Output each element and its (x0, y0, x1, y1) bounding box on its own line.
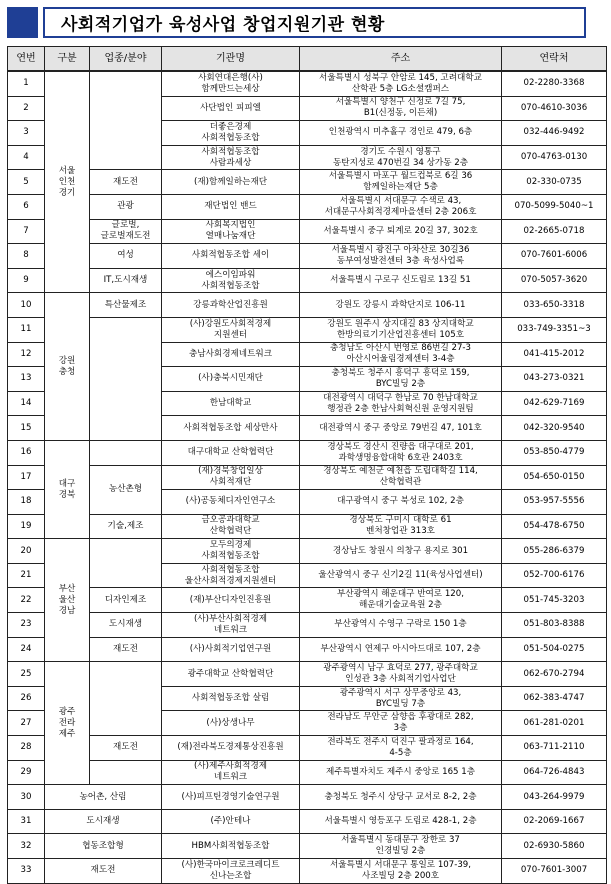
phone-cell: 042-320-9540 (502, 416, 607, 441)
table-row (8, 194, 607, 219)
phone-cell: 054-478-6750 (502, 514, 607, 539)
address-cell: 대전광역시 대덕구 한남로 70 한남대학교 행정관 2층 한남사회혁신원 운영지원팀 (300, 391, 502, 416)
address-cell: 서울특별시 서대문구 통일로 107-39, 사조빌딩 2층 200호 (300, 859, 502, 884)
row-number: 28 (8, 736, 45, 761)
org-name-cell: 재단법인 밴드 (162, 194, 300, 219)
field-cell: 글로벌, 글로벌재도전 (90, 219, 162, 244)
address-cell: 전라북도 전주시 덕진구 팔과정로 164, 4-5층 (300, 736, 502, 761)
table-row (8, 785, 607, 810)
row-number: 31 (8, 809, 45, 834)
org-name-cell: HBM사회적협동조합 (162, 834, 300, 859)
address-cell: 경상남도 창원시 의창구 용지로 301 (300, 539, 502, 564)
address-cell: 충청북도 청주시 상당구 교서로 8-2, 2층 (300, 785, 502, 810)
address-cell: 서울특별시 동대문구 장한로 37 인경빌딩 2층 (300, 834, 502, 859)
org-name-cell: 사단법인 피피엘 (162, 96, 300, 121)
table-row (8, 539, 607, 564)
org-name-cell: 더좋은경제 사회적협동조합 (162, 121, 300, 146)
row-number: 7 (8, 219, 45, 244)
address-cell: 대구광역시 중구 북성로 102, 2층 (300, 490, 502, 515)
phone-cell: 053-850-4779 (502, 440, 607, 465)
address-cell: 대전광역시 중구 중앙로 79번길 47, 101호 (300, 416, 502, 441)
org-name-cell: 사회적협동조합 사람과세상 (162, 145, 300, 170)
org-name-cell: (재)전라북도경제통상진흥원 (162, 736, 300, 761)
org-name-cell: 광주대학교 산학협력단 (162, 662, 300, 687)
phone-cell: 051-803-8388 (502, 613, 607, 638)
field-cell: IT,도시재생 (90, 268, 162, 293)
row-number: 23 (8, 613, 45, 638)
field-cell: 기술,제조 (90, 514, 162, 539)
phone-cell: 02-330-0735 (502, 170, 607, 195)
address-cell: 경상북도 경산시 진량읍 대구대로 201, 과학생명융합대학 6호관 2403호 (300, 440, 502, 465)
header-address: 주소 (300, 47, 502, 72)
table-row (8, 834, 607, 859)
org-name-cell: 사회적협동조합 울산사회적경제지원센터 (162, 563, 300, 588)
phone-cell: 062-383-4747 (502, 686, 607, 711)
org-name-cell: (사)강원도사회적경제 지원센터 (162, 317, 300, 342)
field-cell: 여성 (90, 244, 162, 269)
row-number: 25 (8, 662, 45, 687)
table-row (8, 859, 607, 884)
field-cell: 재도전 (90, 637, 162, 662)
address-cell: 서울특별시 서대문구 수색로 43, 서대문구사회적경제마을센터 2층 206호 (300, 194, 502, 219)
phone-cell: 070-4763-0130 (502, 145, 607, 170)
phone-cell: 054-650-0150 (502, 465, 607, 490)
region-cell: 부산 울산 경남 (45, 539, 90, 662)
phone-cell: 064-726-4843 (502, 760, 607, 785)
org-name-cell: 사회적협동조합 세상만사 (162, 416, 300, 441)
row-number: 29 (8, 760, 45, 785)
phone-cell: 02-2665-0718 (502, 219, 607, 244)
row-number: 4 (8, 145, 45, 170)
field-cell (90, 440, 162, 465)
address-cell: 강원도 강릉시 과학단지로 106-11 (300, 293, 502, 318)
org-name-cell: 강릉과학산업진흥원 (162, 293, 300, 318)
org-name-cell: (주)안테나 (162, 809, 300, 834)
address-cell: 전라남도 무안군 삼향읍 후광대로 282, 3층 (300, 711, 502, 736)
table-row (8, 219, 607, 244)
row-number: 24 (8, 637, 45, 662)
field-cell: 재도전 (90, 736, 162, 761)
field-cell: 디자인제조 (90, 588, 162, 613)
row-number: 21 (8, 563, 45, 588)
phone-cell: 070-5057-3620 (502, 268, 607, 293)
address-cell: 경상북도 예천군 예천읍 도립대학길 114, 산학협력관 (300, 465, 502, 490)
field-cell (90, 71, 162, 170)
phone-cell: 033-650-3318 (502, 293, 607, 318)
org-name-cell: (사)공동체디자인연구소 (162, 490, 300, 515)
row-number: 14 (8, 391, 45, 416)
phone-cell: 052-700-6176 (502, 563, 607, 588)
address-cell: 서울특별시 영등포구 도림로 428-1, 2층 (300, 809, 502, 834)
address-cell: 충청남도 아산시 번영로 86번길 27-3 아산시어울림경제센터 3-4층 (300, 342, 502, 367)
org-name-cell: 사회연대은행(사) 함께만드는세상 (162, 71, 300, 96)
org-name-cell: (사)피프틴경영기술연구원 (162, 785, 300, 810)
row-number: 33 (8, 859, 45, 884)
row-number: 17 (8, 465, 45, 490)
org-name-cell: (사)충북시민재단 (162, 367, 300, 392)
org-name-cell: (사)부산사회적경제 네트워크 (162, 613, 300, 638)
field-cell: 협동조합형 (45, 834, 162, 859)
address-cell: 인천광역시 미추홀구 경인로 479, 6층 (300, 121, 502, 146)
table-header-row (8, 47, 607, 72)
region-cell: 대구 경북 (45, 440, 90, 538)
address-cell: 서울특별시 마포구 월드컵북로 6길 36 함께일하는재단 5층 (300, 170, 502, 195)
org-name-cell: 모두의경제 사회적협동조합 (162, 539, 300, 564)
title-box (43, 7, 586, 38)
phone-cell: 053-957-5556 (502, 490, 607, 515)
phone-cell: 032-446-9492 (502, 121, 607, 146)
phone-cell: 051-745-3203 (502, 588, 607, 613)
org-name-cell: 충남사회경제네트워크 (162, 342, 300, 367)
table-body (8, 71, 607, 883)
phone-cell: 063-711-2110 (502, 736, 607, 761)
org-name-cell: (사)상생나무 (162, 711, 300, 736)
address-cell: 서울특별시 광진구 아차산로 30길36 동부여성발전센터 3층 육성사업록 (300, 244, 502, 269)
address-cell: 제주특별자치도 제주시 중앙로 165 1층 (300, 760, 502, 785)
org-name-cell: (재)부산디자인진흥원 (162, 588, 300, 613)
address-cell: 강원도 원주시 상지대길 83 상지대학교 한방의료기기산업진흥센터 105호 (300, 317, 502, 342)
field-cell: 도시재생 (90, 613, 162, 638)
org-name-cell: (사)사회적기업연구원 (162, 637, 300, 662)
row-number: 1 (8, 71, 45, 96)
phone-cell: 062-670-2794 (502, 662, 607, 687)
row-number: 15 (8, 416, 45, 441)
org-name-cell: 에스이임파워 사회적협동조합 (162, 268, 300, 293)
table-row (8, 170, 607, 195)
table-row (8, 662, 607, 687)
address-cell: 울산광역시 중구 신기2길 11(육성사업센터) (300, 563, 502, 588)
table-row (8, 514, 607, 539)
phone-cell: 070-7601-6006 (502, 244, 607, 269)
table-row (8, 760, 607, 785)
field-cell (90, 760, 162, 785)
address-cell: 서울특별시 성북구 안암로 145, 고려대학교 산학관 5층 LG소셜캠퍼스 (300, 71, 502, 96)
org-name-cell: 사회복지법인 열매나눔재단 (162, 219, 300, 244)
phone-cell: 043-273-0321 (502, 367, 607, 392)
field-cell: 재도전 (45, 859, 162, 884)
phone-cell: 070-7601-3007 (502, 859, 607, 884)
table-row (8, 613, 607, 638)
org-name-cell: (재)경북창업일상 사회적재단 (162, 465, 300, 490)
address-cell: 경기도 수원시 영통구 동탄지성로 470번길 34 상가동 2층 (300, 145, 502, 170)
phone-cell: 051-504-0275 (502, 637, 607, 662)
header-field: 업종/분야 (90, 47, 162, 72)
row-number: 9 (8, 268, 45, 293)
field-cell: 특산물제조 (90, 293, 162, 318)
row-number: 20 (8, 539, 45, 564)
row-number: 2 (8, 96, 45, 121)
row-number: 12 (8, 342, 45, 367)
row-number: 3 (8, 121, 45, 146)
org-name-cell: 한남대학교 (162, 391, 300, 416)
table-row (8, 637, 607, 662)
org-name-cell: 사회적협동조합 세이 (162, 244, 300, 269)
title-marker (7, 7, 38, 38)
row-number: 18 (8, 490, 45, 515)
table-row (8, 440, 607, 465)
address-cell: 서울특별시 구로구 신도림로 13길 51 (300, 268, 502, 293)
table-row (8, 268, 607, 293)
table-row (8, 71, 607, 96)
table-row (8, 588, 607, 613)
address-cell: 충청북도 청주시 흥덕구 흥덕로 159, BYC빌딩 2층 (300, 367, 502, 392)
phone-cell: 041-415-2012 (502, 342, 607, 367)
address-cell: 서울특별시 양천구 신정로 7길 75, B1(신정동, 이든채) (300, 96, 502, 121)
row-number: 27 (8, 711, 45, 736)
field-cell: 농어촌, 산림 (45, 785, 162, 810)
table-row (8, 293, 607, 318)
org-name-cell: (사)한국마이크로크레디트 신나는조합 (162, 859, 300, 884)
phone-cell: 02-2280-3368 (502, 71, 607, 96)
org-name-cell: 금오공과대학교 산학협력단 (162, 514, 300, 539)
row-number: 10 (8, 293, 45, 318)
header-org: 기관명 (162, 47, 300, 72)
address-cell: 부산광역시 연제구 아시아드대로 107, 2층 (300, 637, 502, 662)
phone-cell: 042-629-7169 (502, 391, 607, 416)
org-name-cell: (사)제주사회적경제 네트워크 (162, 760, 300, 785)
org-name-cell: 대구대학교 산학협력단 (162, 440, 300, 465)
table-row (8, 809, 607, 834)
table-row (8, 465, 607, 490)
row-number: 13 (8, 367, 45, 392)
address-cell: 부산광역시 해운대구 반여로 120, 해운대기술교육원 2층 (300, 588, 502, 613)
row-number: 19 (8, 514, 45, 539)
region-cell: 광주 전라 제주 (45, 662, 90, 785)
field-cell: 관광 (90, 194, 162, 219)
row-number: 5 (8, 170, 45, 195)
row-number: 26 (8, 686, 45, 711)
address-cell: 광주광역시 남구 효덕로 277, 광주대학교 인성관 3층 사회적기업사업단 (300, 662, 502, 687)
row-number: 6 (8, 194, 45, 219)
header-no: 연번 (8, 47, 45, 72)
phone-cell: 02-6930-5860 (502, 834, 607, 859)
org-name-cell: 사회적협동조합 살림 (162, 686, 300, 711)
region-cell: 강원 충청 (45, 293, 90, 441)
org-name-cell: (재)함께일하는재단 (162, 170, 300, 195)
field-cell: 재도전 (90, 170, 162, 195)
row-number: 22 (8, 588, 45, 613)
table-row (8, 244, 607, 269)
header-phone: 연락처 (502, 47, 607, 72)
row-number: 11 (8, 317, 45, 342)
phone-cell: 02-2069-1667 (502, 809, 607, 834)
phone-cell: 043-264-9979 (502, 785, 607, 810)
address-cell: 서울특별시 중구 퇴계로 20길 37, 302호 (300, 219, 502, 244)
address-cell: 부산광역시 수영구 구락로 150 1층 (300, 613, 502, 638)
field-cell (90, 539, 162, 588)
row-number: 32 (8, 834, 45, 859)
field-cell: 도시재생 (45, 809, 162, 834)
row-number: 30 (8, 785, 45, 810)
title-bar (7, 7, 586, 38)
row-number: 8 (8, 244, 45, 269)
table-row (8, 317, 607, 342)
phone-cell: 061-281-0201 (502, 711, 607, 736)
region-cell: 서울 인천 경기 (45, 71, 90, 293)
phone-cell: 070-5099-5040~1 (502, 194, 607, 219)
field-cell (90, 317, 162, 440)
field-cell: 농산촌형 (90, 465, 162, 514)
header-region: 구분 (45, 47, 90, 72)
field-cell (90, 662, 162, 736)
agency-table (7, 46, 607, 884)
page-title: 사회적기업가 육성사업 창업지원기관 현황 (61, 15, 385, 35)
phone-cell: 055-286-6379 (502, 539, 607, 564)
row-number: 16 (8, 440, 45, 465)
phone-cell: 033-749-3351~3 (502, 317, 607, 342)
address-cell: 광주광역시 서구 상무중앙로 43, BYC빌딩 7층 (300, 686, 502, 711)
table-row (8, 736, 607, 761)
phone-cell: 070-4610-3036 (502, 96, 607, 121)
address-cell: 경상북도 구미시 대학로 61 벤처창업관 313호 (300, 514, 502, 539)
